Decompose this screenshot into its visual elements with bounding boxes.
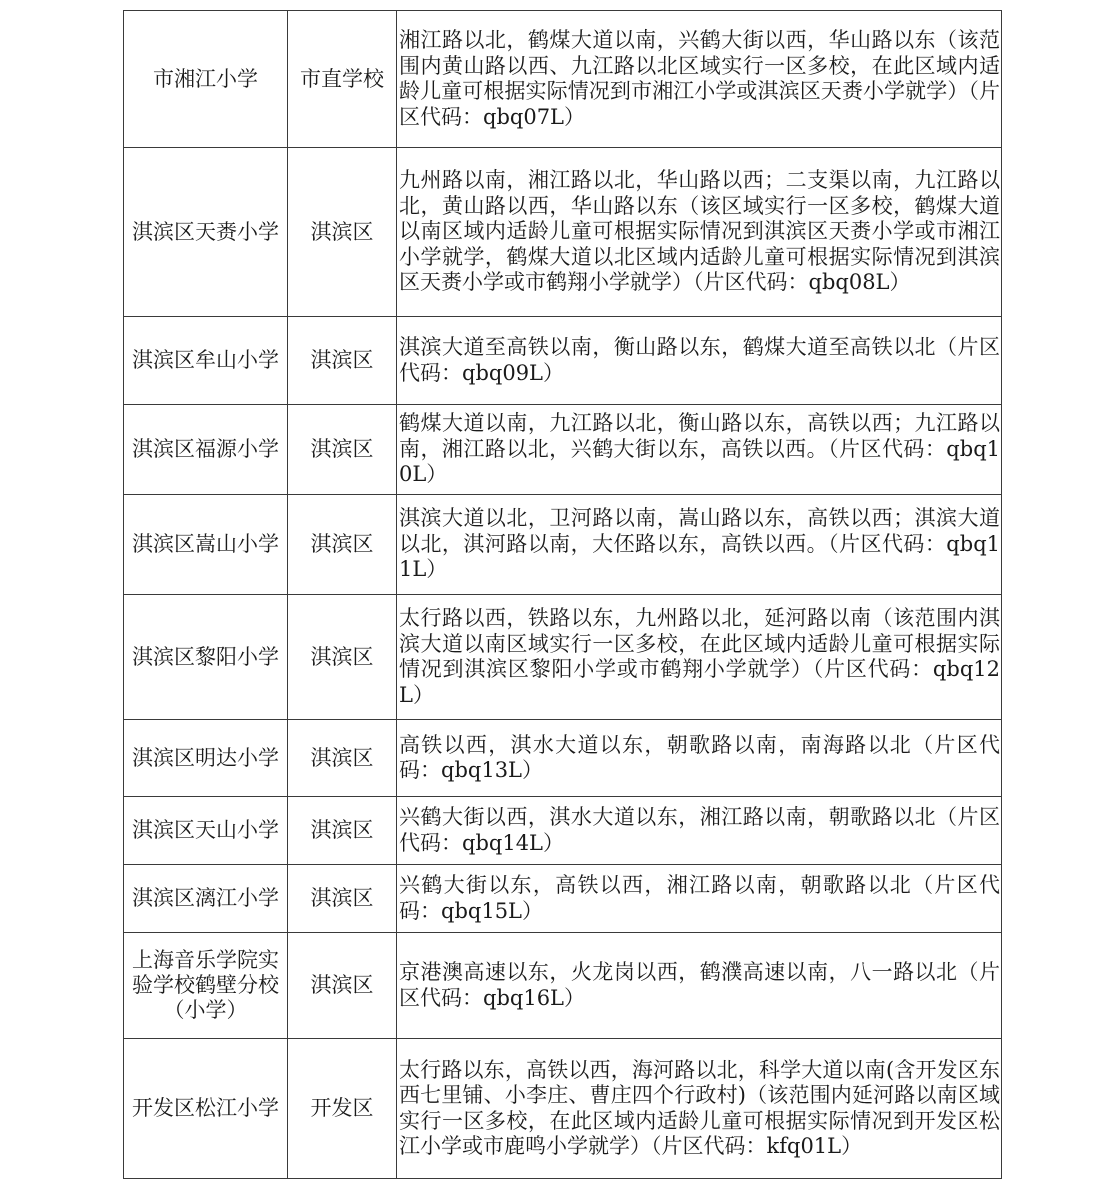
school-name-cell bbox=[124, 11, 288, 148]
school-name-cell bbox=[124, 317, 288, 405]
zone-area-text: 太行路以西，铁路以东，九州路以北，延河路以南（该范围内淇滨大道以南区域实行一区多校，在此区域内适龄儿童可根据实际情况到淇滨区黎阳小学或市鹤翔小学就学）（片区代码：qbq12L） bbox=[399, 606, 1000, 707]
zone-area-text: 兴鹤大街以东，高铁以西，湘江路以南，朝歌路以北（片区代码：qbq15L） bbox=[399, 873, 1000, 923]
zone-area-text: 淇滨大道以北，卫河路以南，嵩山路以东，高铁以西；淇滨大道以北，淇河路以南，大伾路以东，高铁以西。（片区代码：qbq11L） bbox=[399, 506, 1000, 582]
zone-area-cell bbox=[397, 595, 1002, 720]
table-row bbox=[124, 865, 1002, 933]
zone-area-cell bbox=[397, 1039, 1002, 1179]
table-row bbox=[124, 595, 1002, 720]
district-name: 淇滨区 bbox=[310, 348, 374, 372]
zone-area-cell bbox=[397, 317, 1002, 405]
school-name-cell bbox=[124, 797, 288, 865]
school-name: 淇滨区嵩山小学 bbox=[132, 532, 279, 556]
school-name-cell bbox=[124, 933, 288, 1039]
school-name-cell bbox=[124, 405, 288, 495]
zone-area-text: 鹤煤大道以南，九江路以北，衡山路以东，高铁以西；九江路以南，湘江路以北，兴鹤大街以东，高铁以西。（片区代码：qbq10L） bbox=[399, 411, 1000, 487]
school-name-cell bbox=[124, 1039, 288, 1179]
table-row bbox=[124, 1039, 1002, 1179]
district-cell bbox=[288, 720, 397, 797]
district-cell bbox=[288, 933, 397, 1039]
zone-area-cell bbox=[397, 11, 1002, 148]
zone-area-text: 淇滨大道至高铁以南，衡山路以东，鹤煤大道至高铁以北（片区代码：qbq09L） bbox=[399, 335, 1000, 385]
district-name: 淇滨区 bbox=[310, 644, 374, 669]
school-name: 淇滨区福源小学 bbox=[132, 437, 279, 461]
table-row bbox=[124, 11, 1002, 148]
district-cell bbox=[288, 1039, 397, 1179]
zone-area-cell bbox=[397, 495, 1002, 595]
school-name-cell bbox=[124, 865, 288, 933]
zone-area-cell bbox=[397, 720, 1002, 797]
district-name: 开发区 bbox=[310, 1096, 374, 1120]
district-name: 淇滨区 bbox=[310, 973, 374, 997]
district-cell bbox=[288, 11, 397, 148]
school-name: 淇滨区明达小学 bbox=[132, 745, 279, 770]
table-row bbox=[124, 317, 1002, 405]
district-name: 淇滨区 bbox=[310, 818, 374, 842]
school-name: 淇滨区牟山小学 bbox=[132, 348, 279, 372]
zone-area-text: 九州路以南，湘江路以北，华山路以西；二支渠以南，九江路以北，黄山路以西，华山路以东（该区域实行一区多校，鹤煤大道以南区域内适龄儿童可根据实际情况到淇滨区天赉小学或市湘江小学就学，鹤煤大道以北区域内适龄儿童可根据实际情况到淇滨区天赉小学或市鹤翔小学就学）（片区代码：qbq08L） bbox=[399, 168, 1000, 295]
table-row bbox=[124, 495, 1002, 595]
table-row bbox=[124, 797, 1002, 865]
table-row bbox=[124, 933, 1002, 1039]
zone-area-cell bbox=[397, 148, 1002, 317]
table-row bbox=[124, 148, 1002, 317]
district-name: 市直学校 bbox=[300, 66, 384, 91]
zone-area-cell bbox=[397, 797, 1002, 865]
school-name: 市湘江小学 bbox=[153, 66, 258, 91]
zone-area-text: 京港澳高速以东，火龙岗以西，鹤濮高速以南，八一路以北（片区代码：qbq16L） bbox=[399, 960, 1000, 1010]
district-name: 淇滨区 bbox=[310, 532, 374, 556]
district-name: 淇滨区 bbox=[310, 745, 374, 770]
district-name: 淇滨区 bbox=[310, 886, 374, 910]
zone-area-text: 太行路以东，高铁以西，海河路以北，科学大道以南(含开发区东西七里铺、小李庄、曹庄四个行政村)（该范围内延河路以南区域实行一区多校，在此区域内适龄儿童可根据实际情况到开发区松江小学或市鹿鸣小学就学）（片区代码：kfq01L） bbox=[399, 1057, 1000, 1158]
school-name-cell bbox=[124, 495, 288, 595]
table-row bbox=[124, 720, 1002, 797]
school-name: 淇滨区天山小学 bbox=[132, 818, 279, 842]
school-name: 淇滨区天赉小学 bbox=[132, 219, 279, 244]
district-cell bbox=[288, 865, 397, 933]
district-cell bbox=[288, 495, 397, 595]
district-cell bbox=[288, 317, 397, 405]
school-name: 淇滨区漓江小学 bbox=[132, 886, 279, 910]
school-name-cell bbox=[124, 720, 288, 797]
table-row bbox=[124, 405, 1002, 495]
school-name-cell bbox=[124, 148, 288, 317]
district-cell bbox=[288, 405, 397, 495]
zone-area-cell bbox=[397, 405, 1002, 495]
district-cell bbox=[288, 148, 397, 317]
district-cell bbox=[288, 595, 397, 720]
district-name: 淇滨区 bbox=[310, 219, 374, 244]
school-name: 上海音乐学院实验学校鹤壁分校（小学） bbox=[132, 948, 279, 1022]
school-name-cell bbox=[124, 595, 288, 720]
district-cell bbox=[288, 797, 397, 865]
district-name: 淇滨区 bbox=[310, 437, 374, 461]
zone-area-cell bbox=[397, 933, 1002, 1039]
zone-area-cell bbox=[397, 865, 1002, 933]
school-zone-table bbox=[123, 10, 1002, 1179]
school-name: 淇滨区黎阳小学 bbox=[132, 644, 279, 669]
zone-area-text: 湘江路以北，鹤煤大道以南，兴鹤大街以西，华山路以东（该范围内黄山路以西、九江路以北区域实行一区多校，在此区域内适龄儿童可根据实际情况到市湘江小学或淇滨区天赉小学就学）（片区代码：qbq07L） bbox=[399, 28, 1000, 129]
school-name: 开发区松江小学 bbox=[132, 1096, 279, 1120]
zone-area-text: 高铁以西，淇水大道以东，朝歌路以南，南海路以北（片区代码：qbq13L） bbox=[399, 732, 1000, 782]
zone-area-text: 兴鹤大街以西，淇水大道以东，湘江路以南，朝歌路以北（片区代码：qbq14L） bbox=[399, 805, 1000, 855]
